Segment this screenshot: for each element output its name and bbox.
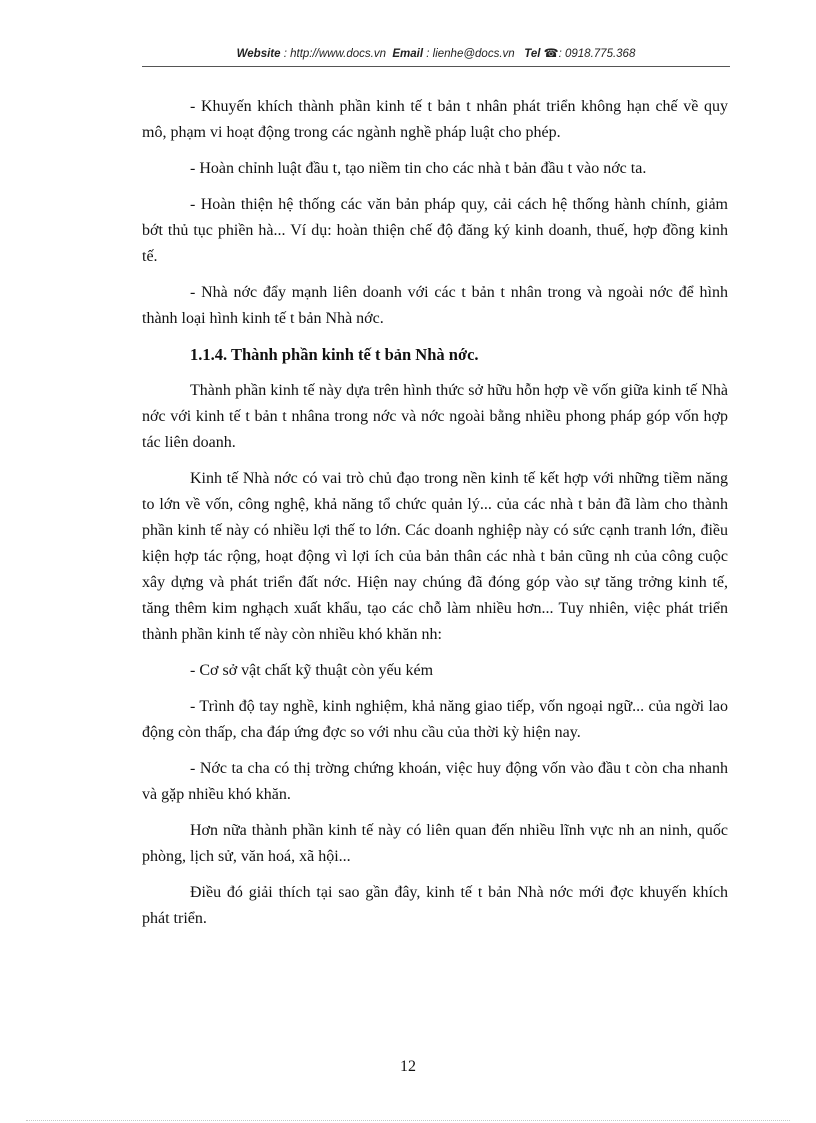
tel-label: Tel (524, 48, 541, 60)
page-number: 12 (400, 1058, 416, 1075)
paragraph: Điều đó giải thích tại sao gần đây, kinh tế t bản Nhà nớc mới đợc khuyến khích phát triển. (142, 884, 728, 927)
paragraph: - Hoàn thiện hệ thống các văn bản pháp quy, cải cách hệ thống hành chính, giảm bớt thủ tục phiền hà... Ví dụ: hoàn thiện chế độ đăng ký kinh doanh, thuế, hợp đồng kinh tế. (142, 196, 728, 265)
paragraph: - Nớc ta cha có thị trờng chứng khoán, việc huy động vốn vào đầu t còn cha nhanh và gặp nhiều khó khăn. (142, 760, 728, 803)
paragraph: Thành phần kinh tế này dựa trên hình thức sở hữu hỗn hợp về vốn giữa kinh tế Nhà nớc với kinh tế t bản t nhâna trong nớc và nớc ngoài bằng nhiều phong pháp góp vốn hợp tác liên doanh. (142, 382, 728, 451)
paragraph: - Trình độ tay nghề, kinh nghiệm, khả năng giao tiếp, vốn ngoại ngữ... của ngời lao động còn thấp, cha đáp ứng đợc so với nhu cầu của thời kỳ hiện nay. (142, 698, 728, 741)
phone-icon: ☎ (543, 46, 559, 60)
header-divider (142, 66, 730, 67)
website-value: : http://www.docs.vn (283, 48, 386, 60)
page-bottom-border (26, 1120, 790, 1121)
paragraph: - Nhà nớc đẩy mạnh liên doanh với các t bản t nhân trong và ngoài nớc để hình thành loại hình kinh tế t bản Nhà nớc. (142, 284, 728, 327)
document-body (142, 94, 728, 942)
email-value: : lienhe@docs.vn (426, 48, 515, 60)
page-header (142, 46, 730, 60)
section-heading: 1.1.4. Thành phần kinh tế t bản Nhà nớc. (190, 345, 479, 364)
paragraph: - Cơ sở vật chất kỹ thuật còn yếu kém (190, 662, 434, 679)
paragraph: - Hoàn chỉnh luật đầu t, tạo niềm tin cho các nhà t bản đầu t vào nớc ta. (190, 160, 647, 177)
tel-value: : 0918.775.368 (558, 48, 636, 60)
paragraph: - Khuyến khích thành phần kinh tế t bản t nhân phát triển không hạn chế về quy mô, phạm vi hoạt động trong các ngành nghề pháp luật cho phép. (142, 98, 728, 141)
paragraph: Kinh tế Nhà nớc có vai trò chủ đạo trong nền kinh tế kết hợp với những tiềm năng to lớn về vốn, công nghệ, khả năng tổ chức quản lý... của các nhà t bản đã làm cho thành phần kinh tế này có nhiều lợi thế to lớn. Các doanh nghiệp này có sức cạnh tranh lớn, điều kiện hợp tác rộng, hoạt động vì lợi ích của bản thân các nhà t bản cũng nh của công cuộc xây dựng và phát triển đất nớc. Hiện nay chúng đã đóng góp vào sự tăng trởng kinh tế, tăng thêm kim nghạch xuất khẩu, tạo các chỗ làm nhiều hơn... Tuy nhiên, việc phát triển thành phần kinh tế này còn nhiều khó khăn nh: (142, 470, 728, 643)
website-label: Website (236, 48, 281, 60)
paragraph: Hơn nữa thành phần kinh tế này có liên quan đến nhiều lĩnh vực nh an ninh, quốc phòng, lịch sử, văn hoá, xã hội... (142, 822, 728, 865)
email-label: Email (392, 48, 424, 60)
